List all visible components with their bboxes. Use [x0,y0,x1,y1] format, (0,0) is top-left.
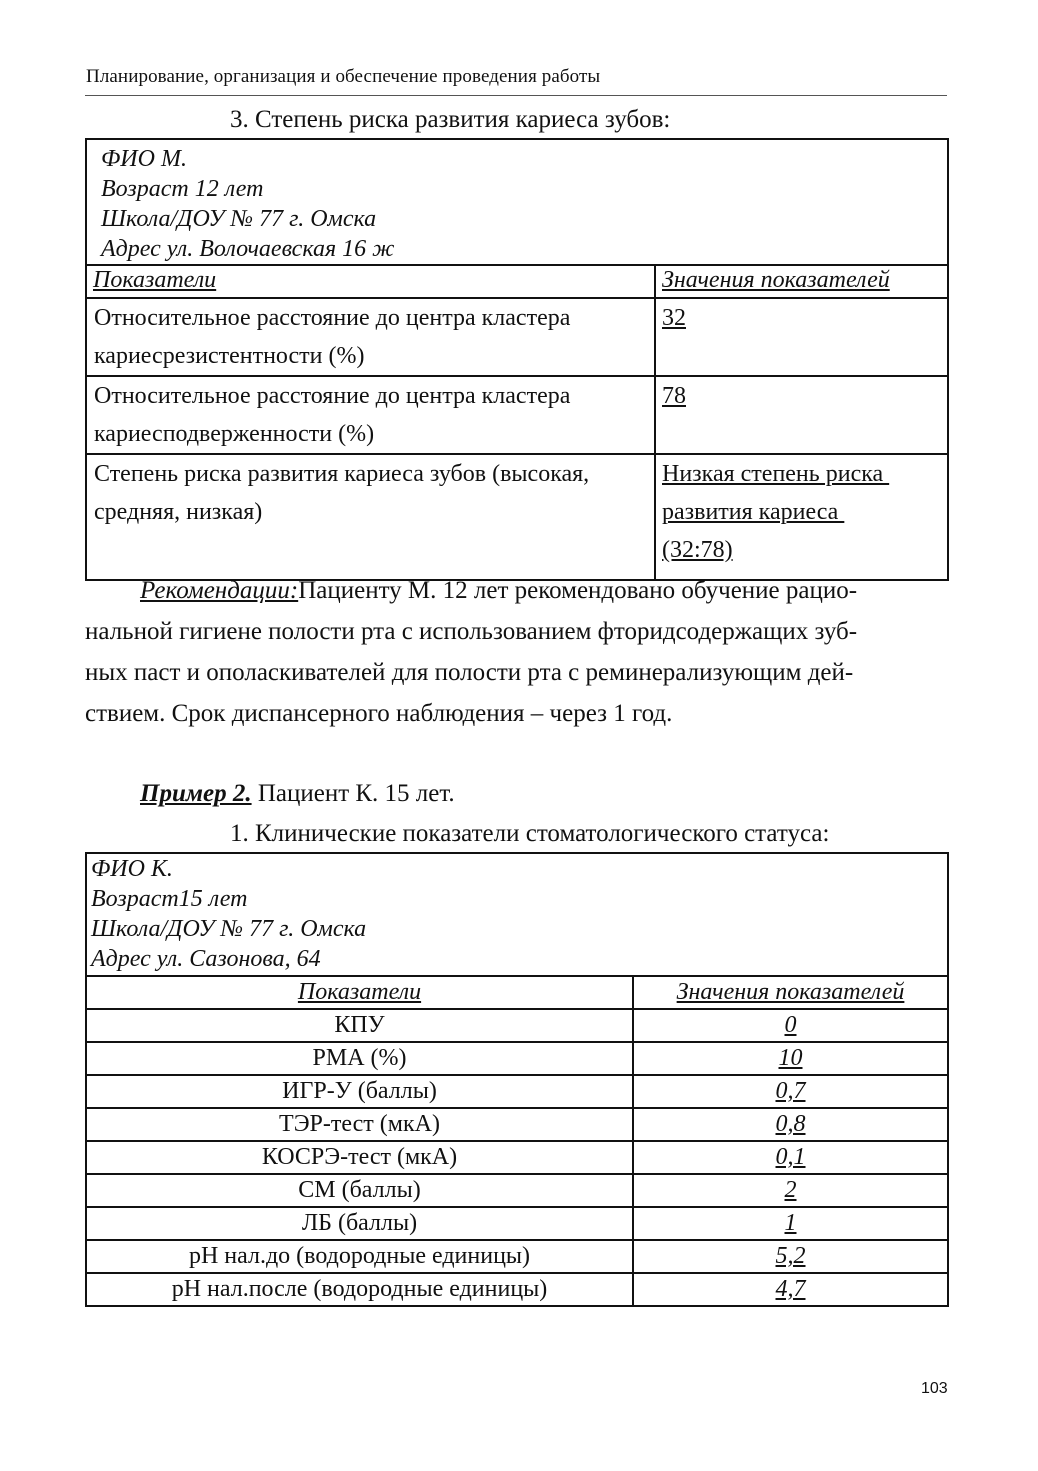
row-value: 2 [633,1174,948,1207]
table-row [86,1108,948,1141]
patient-school: Школа/ДОУ № 77 г. Омска [101,206,377,232]
row-value: 5,2 [633,1240,948,1273]
table-row [86,1042,948,1075]
row-value: 4,7 [633,1273,948,1306]
header-indicators: Показатели [86,265,655,298]
table-row [86,1207,948,1240]
section1-caption: 1. Клинические показатели стоматологического статуса: [230,820,830,847]
patient-info-k [86,853,948,976]
row-value: Низкая степень риска развития кариеса (32:78) [655,454,948,580]
row-value: 0,8 [633,1108,948,1141]
row-label: КОСРЭ-тест (мкА) [86,1141,633,1174]
table-row [86,1174,948,1207]
row-value: 0,1 [633,1141,948,1174]
recommendations-paragraph: Рекомендации:Пациенту М. 12 лет рекомендовано обучение рацио- нальной гигиене полости рта с использованием фторидсодержащих зуб- ных паст и ополаскивателей для полости рта с реминерализующим дей- ствием. Срок диспансерного наблюдения – через 1 год. [85,577,858,727]
row-label: ЛБ (баллы) [86,1207,633,1240]
table-row [86,298,948,376]
running-head: Планирование, организация и обеспечение проведения работы [86,66,601,87]
patient-address: Адрес ул. Сазонова, 64 [91,946,321,972]
header-values: Значения показателей [655,265,948,298]
row-label: Степень риска развития кариеса зубов (высокая, средняя, низкая) [86,454,655,580]
table-row [86,454,948,580]
patient-name: ФИО К. [91,856,173,882]
table-row [86,1141,948,1174]
patient-age: Возраст15 лет [91,886,248,912]
clinical-table [85,852,949,1307]
risk-table [85,138,949,581]
recommendations-label: Рекомендации: [140,577,299,604]
row-value: 0 [633,1009,948,1042]
table-row [86,1273,948,1306]
row-label: РМА (%) [86,1042,633,1075]
row-label: pH нал.после (водородные единицы) [86,1273,633,1306]
row-value: 78 [655,376,948,454]
patient-school: Школа/ДОУ № 77 г. Омска [91,916,367,942]
patient-age: Возраст 12 лет [101,176,264,202]
example2-label: Пример 2. [140,780,252,807]
row-label: Относительное расстояние до центра кластера кариесподверженности (%) [86,376,655,454]
row-label: ИГР-У (баллы) [86,1075,633,1108]
header-rule [85,95,947,96]
row-label: pH нал.до (водородные единицы) [86,1240,633,1273]
header-values: Значения показателей [633,976,948,1009]
table-row [86,1009,948,1042]
row-label: Относительное расстояние до центра кластера кариесрезистентности (%) [86,298,655,376]
patient-info-m [86,139,948,265]
row-value: 10 [633,1042,948,1075]
row-label: КПУ [86,1009,633,1042]
row-label: СМ (баллы) [86,1174,633,1207]
row-value: 32 [655,298,948,376]
example2-heading: Пример 2. Пациент К. 15 лет. [140,780,455,807]
table-row [86,1075,948,1108]
patient-name: ФИО М. [101,146,187,172]
row-label: ТЭР-тест (мкА) [86,1108,633,1141]
row-value: 0,7 [633,1075,948,1108]
row-value: 1 [633,1207,948,1240]
table-row [86,376,948,454]
header-indicators: Показатели [86,976,633,1009]
table-row [86,1240,948,1273]
page-number: 103 [921,1380,948,1397]
section3-caption: 3. Степень риска развития кариеса зубов: [230,106,671,133]
patient-address: Адрес ул. Волочаевская 16 ж [101,236,395,262]
